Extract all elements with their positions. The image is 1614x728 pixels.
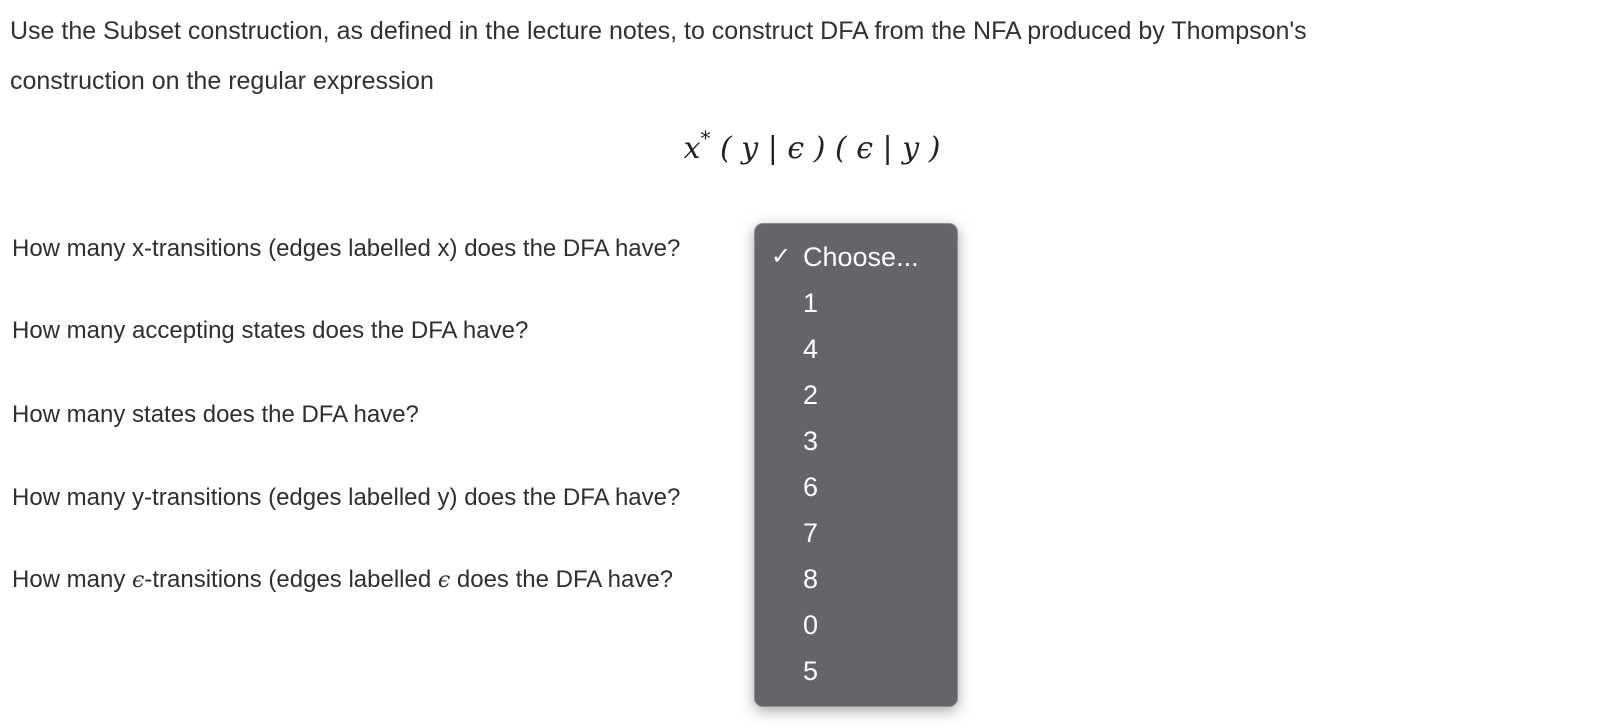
dropdown-option-label: 1 [803,288,819,318]
dropdown-option-label: 6 [803,472,819,502]
dropdown-option-label: 3 [803,426,819,456]
dropdown-option-7[interactable] [755,510,957,556]
dropdown-option-label: 8 [803,564,819,594]
regex-base: x [683,131,701,166]
checkmark-icon: ✓ [771,243,792,270]
answer-select-dropdown[interactable] [754,223,958,707]
question-5-part-2: -transitions (edges labelled [144,566,438,593]
question-x-transitions: How many x-transitions (edges labelled x) does the DFA have? [12,235,681,262]
dropdown-option-1[interactable] [755,280,957,326]
dropdown-option-label: 2 [803,380,819,410]
dropdown-option-label: 7 [803,518,819,548]
question-accepting-states: How many accepting states does the DFA have? [12,317,529,344]
dropdown-option-8[interactable] [755,556,957,602]
epsilon-symbol: ϵ [132,568,145,593]
problem-statement-line-2: construction on the regular expression [10,67,434,95]
dropdown-option-label: 0 [803,610,819,640]
dropdown-option-6[interactable] [755,464,957,510]
question-y-transitions: How many y-transitions (edges labelled y) does the DFA have? [12,484,681,511]
problem-statement-line-1: Use the Subset construction, as defined in the lecture notes, to construct DFA from the NFA produced by Thompson's [10,17,1307,45]
regular-expression [0,128,1614,166]
question-5-part-1: How many [12,566,133,593]
dropdown-option-label: 5 [803,656,819,686]
regex-star: * [700,126,711,150]
question-5-part-3: does the DFA have? [450,566,674,593]
dropdown-option-choose[interactable] [755,234,957,280]
problem-statement [10,6,1570,106]
dropdown-option-2[interactable] [755,372,957,418]
dropdown-option-label: Choose... [803,242,919,272]
dropdown-option-5[interactable] [755,648,957,694]
dropdown-option-label: 4 [803,334,819,364]
question-states: How many states does the DFA have? [12,401,419,428]
question-epsilon-transitions [12,566,673,594]
dropdown-option-0[interactable] [755,602,957,648]
epsilon-symbol: ϵ [437,568,451,593]
dropdown-option-3[interactable] [755,418,957,464]
regex-rest: ( y | ϵ ) ( ϵ | y ) [710,131,941,166]
dropdown-option-4[interactable] [755,326,957,372]
